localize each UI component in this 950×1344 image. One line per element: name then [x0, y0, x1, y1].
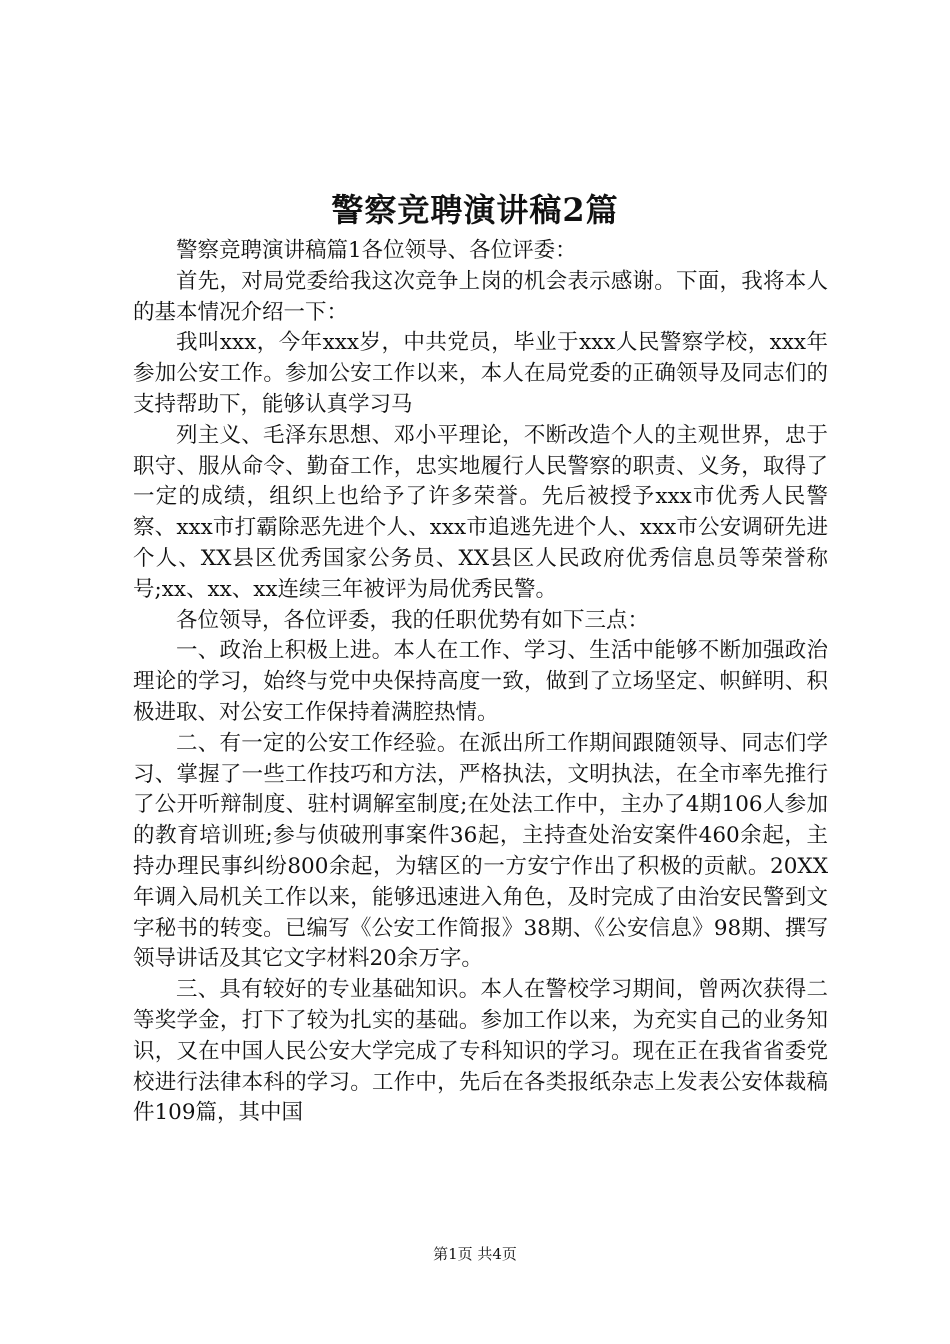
page-footer: 第1页 共4页	[433, 1245, 517, 1263]
paragraph-background: 我叫xxx，今年xxx岁，中共党员，毕业于xxx人民警察学校，xxx年参加公安工作。参加公安工作以来，本人在局党委的正确领导及同志们的支持帮助下，能够认真学习马	[133, 330, 828, 417]
paragraph-advantages-heading: 各位领导，各位评委，我的任职优势有如下三点：	[176, 607, 650, 633]
document-body	[133, 236, 828, 1129]
paragraph-advantage-2: 二、有一定的公安工作经验。在派出所工作期间跟随领导、同志们学习、掌握了一些工作技巧和方法，严格执法，文明执法，在全市率先推行了公开听辩制度、驻村调解室制度;在处法工作中，主办了4期106人参加的教育培训班;参与侦破刑事案件36起，主持查处治安案件460余起，主持办理民事纠纷800余起，为辖区的一方安宁作出了积极的贡献。20XX年调入局机关工作以来，能够迅速进入角色，及时完成了由治安民警到文字秘书的转变。已编写《公安工作简报》38期、《公安信息》98期、撰写领导讲话及其它文字材料20余万字。	[133, 730, 828, 972]
paragraph-advantage-1: 一、政治上积极上进。本人在工作、学习、生活中能够不断加强政治理论的学习，始终与党中央保持高度一致，做到了立场坚定、帜鲜明、积极进取、对公安工作保持着满腔热情。	[133, 638, 828, 725]
paragraph-honors: 列主义、毛泽东思想、邓小平理论，不断改造个人的主观世界，忠于职守、服从命令、勤奋工作，忠实地履行人民警察的职责、义务，取得了一定的成绩，组织上也给予了许多荣誉。先后被授予xxx市优秀人民警察、xxx市打霸除恶先进个人、xxx市追逃先进个人、xxx市公安调研先进个人、XX县区优秀国家公务员、XX县区人民政府优秀信息员等荣誉称号;xx、xx、xx连续三年被评为局优秀民警。	[133, 422, 828, 602]
paragraph-advantage-3: 三、具有较好的专业基础知识。本人在警校学习期间，曾两次获得二等奖学金，打下了较为扎实的基础。参加工作以来，为充实自己的业务知识，又在中国人民公安大学完成了专科知识的学习。现在正在我省省委党校进行法律本科的学习。工作中，先后在各类报纸杂志上发表公安体裁稿件109篇，其中国	[133, 977, 828, 1126]
paragraph-greeting: 警察竞聘演讲稿篇1各位领导、各位评委：	[176, 238, 577, 263]
document-title: 警察竞聘演讲稿2篇	[331, 191, 619, 229]
paragraph-intro: 首先，对局党委给我这次竞争上岗的机会表示感谢。下面，我将本人的基本情况介绍一下：	[133, 268, 828, 325]
